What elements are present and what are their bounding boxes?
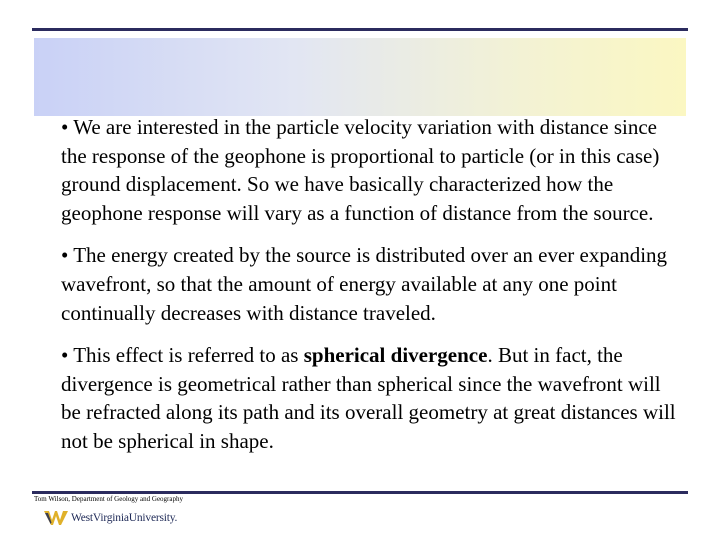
logo-wordmark: [71, 512, 177, 524]
title-band: [34, 38, 686, 116]
wvu-logo: [44, 508, 177, 528]
flying-wv-logo-icon: [44, 510, 68, 526]
slide-content: [61, 113, 679, 470]
top-rule: [32, 28, 688, 31]
bottom-rule: [32, 491, 688, 494]
footer-credit: Tom Wilson, Department of Geology and Geography: [34, 495, 183, 503]
logo-word-virginia: Virginia: [92, 512, 129, 524]
bullet-spherical-divergence: [61, 341, 679, 455]
logo-word-west: West: [71, 512, 93, 524]
bullet-3-bold-term: spherical divergence: [303, 343, 488, 368]
bullet-3-text-before: • This effect is referred to as: [61, 343, 304, 368]
bullet-energy-wavefront: • The energy created by the source is distributed over an ever expanding wavefront, so that the amount of energy available at any one point continually decreases with distance traveled.: [61, 243, 668, 325]
bullet-particle-velocity: • We are interested in the particle velocity variation with distance since the response of the geophone is proportional to particle (or in this case) ground displacement. So we have basically characterized how the geophone response will vary as a function of distance from the source.: [61, 115, 660, 225]
bullet-3-text-after: . But in fact, the divergence is geometrical rather than spherical since the wavefront will be refracted along its path and its overall geometry at great distances will not be spherical in shape.: [61, 343, 676, 453]
logo-word-university: University.: [128, 512, 178, 524]
